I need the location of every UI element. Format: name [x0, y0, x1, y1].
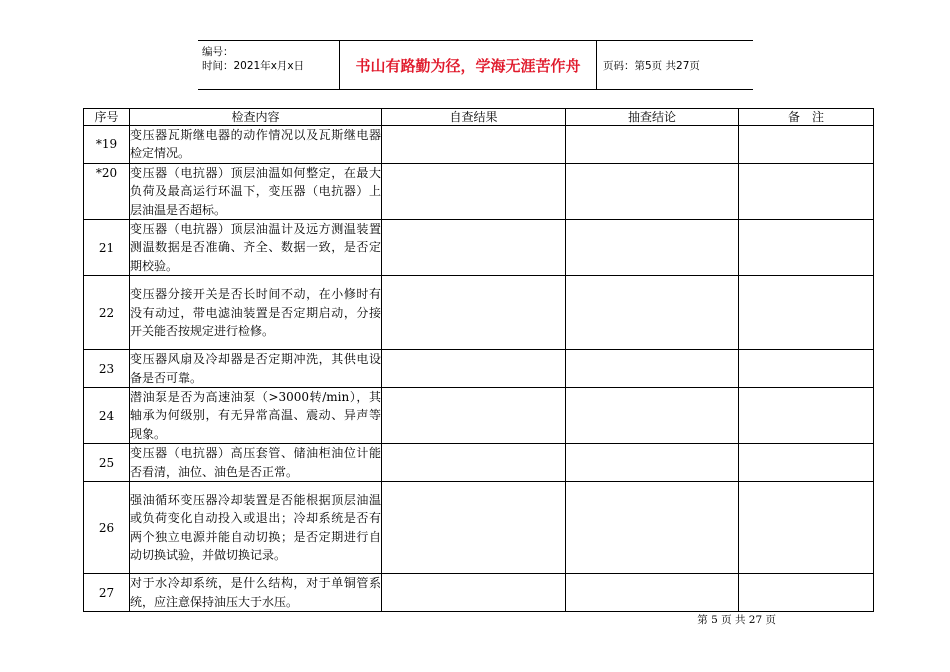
row-content: 变压器风扇及冷却器是否定期冲洗，其供电设备是否可靠。: [130, 350, 382, 388]
self-check-cell: [382, 482, 566, 574]
number-label: 编号：: [202, 46, 234, 58]
row-seq: *20: [84, 163, 130, 219]
self-check-cell: [382, 126, 566, 164]
spot-check-cell: [566, 388, 739, 444]
spot-check-cell: [566, 126, 739, 164]
table-row: [84, 388, 874, 444]
spot-check-cell: [566, 482, 739, 574]
spot-check-cell: [566, 220, 739, 276]
table-row: [84, 126, 874, 164]
spot-check-cell: [566, 163, 739, 219]
row-content: 变压器（电抗器）顶层油温如何整定，在最大负荷及最高运行环温下，变压器（电抗器）上层油温是否超标。: [130, 163, 382, 219]
column-header-spot-check: 抽查结论: [566, 109, 739, 126]
remarks-cell: [739, 444, 874, 482]
row-seq: *19: [84, 126, 130, 164]
remarks-cell: [739, 388, 874, 444]
column-header-seq: 序号: [84, 109, 130, 126]
header-slogan: 书山有路勤为径，学海无涯苦作舟: [339, 41, 597, 89]
row-content: 变压器瓦斯继电器的动作情况以及瓦斯继电器检定情况。: [130, 126, 382, 164]
remarks-cell: [739, 574, 874, 612]
table-row: [84, 482, 874, 574]
row-content: 变压器分接开关是否长时间不动，在小修时有没有动过，带电滤油装置是否定期启动，分接开关能否按规定进行检修。: [130, 276, 382, 350]
column-header-remarks: 备 注: [739, 109, 874, 126]
row-seq: 21: [84, 220, 130, 276]
row-seq: 23: [84, 350, 130, 388]
row-seq: 25: [84, 444, 130, 482]
row-seq: 22: [84, 276, 130, 350]
remarks-cell: [739, 276, 874, 350]
spot-check-cell: [566, 574, 739, 612]
remarks-cell: [739, 163, 874, 219]
table-header-row: [84, 109, 874, 126]
table-row: [84, 574, 874, 612]
self-check-cell: [382, 350, 566, 388]
time-label: 时间：2021年x月x日: [202, 60, 305, 72]
header-meta: [198, 41, 339, 89]
self-check-cell: [382, 163, 566, 219]
remarks-cell: [739, 482, 874, 574]
page-header: [198, 40, 753, 90]
table-row: [84, 444, 874, 482]
table-row: [84, 276, 874, 350]
row-content: 潜油泵是否为高速油泵（>3000转/min），其轴承为何级别，有无异常高温、震动、异声等现象。: [130, 388, 382, 444]
header-page-code: 页码：第5页 共27页: [603, 59, 700, 72]
table-row: [84, 163, 874, 219]
row-content: 对于水冷却系统，是什么结构，对于单铜管系统，应注意保持油压大于水压。: [130, 574, 382, 612]
self-check-cell: [382, 276, 566, 350]
column-header-content: 检查内容: [130, 109, 382, 126]
table-row: [84, 350, 874, 388]
self-check-cell: [382, 220, 566, 276]
row-seq: 27: [84, 574, 130, 612]
spot-check-cell: [566, 276, 739, 350]
self-check-cell: [382, 388, 566, 444]
self-check-cell: [382, 444, 566, 482]
row-seq: 24: [84, 388, 130, 444]
row-seq: 26: [84, 482, 130, 574]
self-check-cell: [382, 574, 566, 612]
column-header-self-check: 自查结果: [382, 109, 566, 126]
remarks-cell: [739, 220, 874, 276]
row-content: 变压器（电抗器）顶层油温计及远方测温装置测温数据是否准确、齐全、数据一致，是否定期校验。: [130, 220, 382, 276]
table-row: [84, 220, 874, 276]
remarks-cell: [739, 126, 874, 164]
spot-check-cell: [566, 350, 739, 388]
page-footer: 第 5 页 共 27 页: [697, 614, 776, 626]
row-content: 变压器（电抗器）高压套管、储油柜油位计能否看清，油位、油色是否正常。: [130, 444, 382, 482]
spot-check-cell: [566, 444, 739, 482]
inspection-table: [83, 108, 874, 612]
remarks-cell: [739, 350, 874, 388]
row-content: 强油循环变压器冷却装置是否能根据顶层油温或负荷变化自动投入或退出；冷却系统是否有两个独立电源并能自动切换；是否定期进行自动切换试验，并做切换记录。: [130, 482, 382, 574]
